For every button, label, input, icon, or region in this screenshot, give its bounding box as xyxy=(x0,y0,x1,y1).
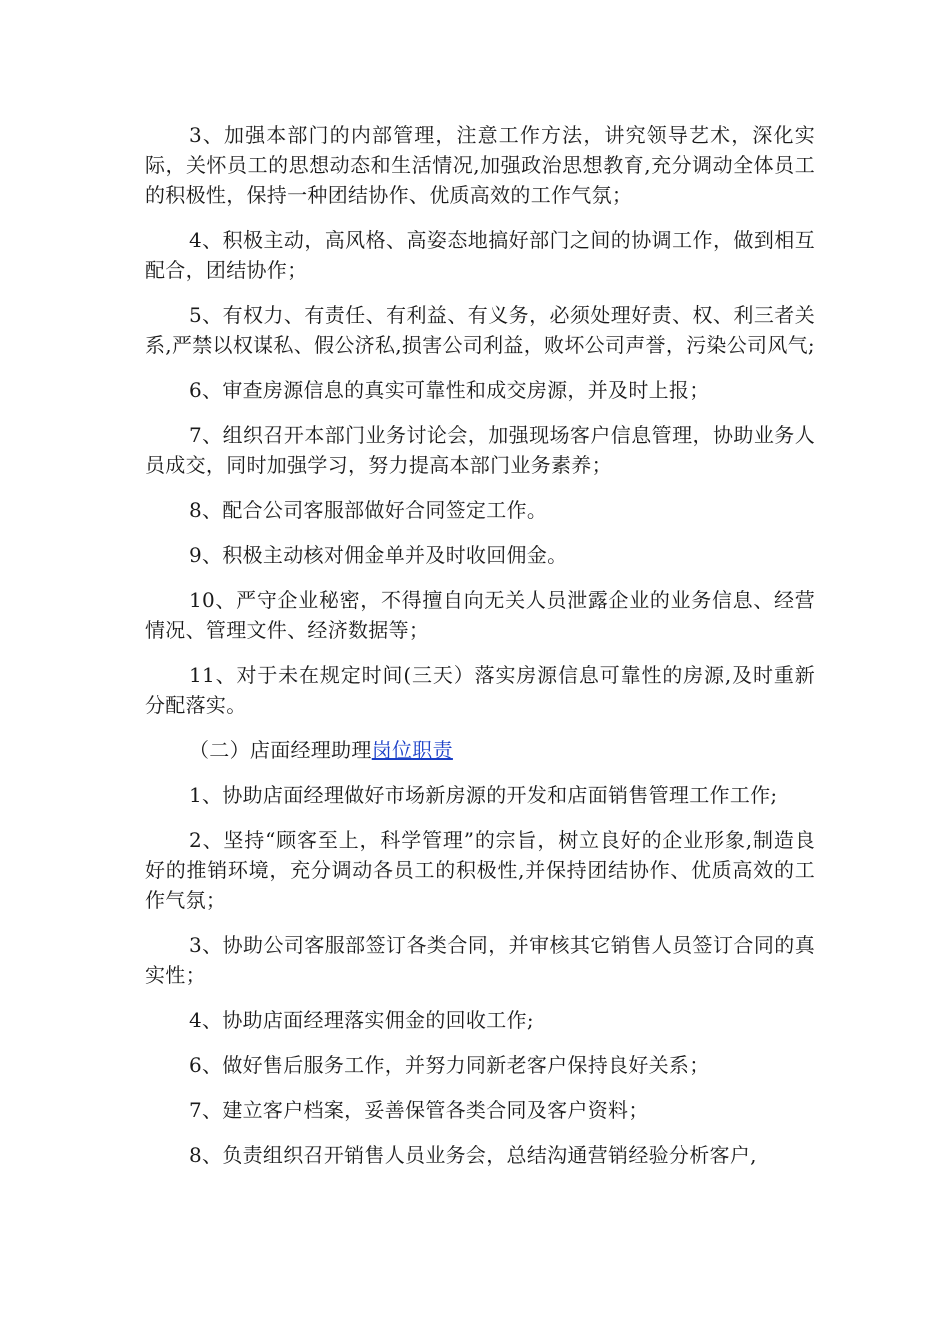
assistant-duty-item-3: 3、协助公司客服部签订各类合同，并审核其它销售人员签订合同的真实性； xyxy=(145,933,815,987)
assistant-duty-item-4: 4、协助店面经理落实佣金的回收工作; xyxy=(189,1008,534,1032)
section-heading xyxy=(145,735,815,765)
duty-item-4: 4、积极主动，高风格、高姿态地搞好部门之间的协调工作，做到相互配合，团结协作； xyxy=(145,228,815,282)
duty-item-6: 6、审查房源信息的真实可靠性和成交房源，并及时上报； xyxy=(189,378,710,402)
duty-item-8: 8、配合公司客服部做好合同签定工作。 xyxy=(189,498,548,522)
assistant-duty-item-7: 7、建立客户档案，妥善保管各类合同及客户资料； xyxy=(189,1098,649,1122)
job-duties-link[interactable]: 岗位职责 xyxy=(371,738,453,762)
assistant-duty-item-1: 1、协助店面经理做好市场新房源的开发和店面销售管理工作工作; xyxy=(189,783,778,807)
document-page xyxy=(145,120,815,1185)
duty-item-10: 10、严守企业秘密，不得擅自向无关人员泄露企业的业务信息、经营情况、管理文件、经济数据等； xyxy=(145,588,815,642)
assistant-duty-item-2: 2、坚持“顾客至上，科学管理”的宗旨，树立良好的企业形象,制造良好的推销环境，充分调动各员工的积极性,并保持团结协作、优质高效的工作气氛； xyxy=(145,828,815,912)
section-heading-text: （二）店面经理助理 xyxy=(189,738,372,762)
assistant-duty-item-6: 6、做好售后服务工作，并努力同新老客户保持良好关系； xyxy=(189,1053,710,1077)
duty-item-3: 3、加强本部门的内部管理，注意工作方法，讲究领导艺术，深化实际，关怀员工的思想动态和生活情况,加强政治思想教育,充分调动全体员工的积极性，保持一种团结协作、优质高效的工作气氛； xyxy=(145,123,815,207)
duty-item-9: 9、积极主动核对佣金单并及时收回佣金。 xyxy=(189,543,568,567)
duty-item-11: 11、对于未在规定时间(三天）落实房源信息可靠性的房源,及时重新分配落实。 xyxy=(145,663,815,717)
assistant-duty-item-8: 8、负责组织召开销售人员业务会，总结沟通营销经验分析客户, xyxy=(189,1143,757,1167)
duty-item-7: 7、组织召开本部门业务讨论会，加强现场客户信息管理，协助业务人员成交，同时加强学习，努力提高本部门业务素养； xyxy=(145,423,815,477)
duty-item-5: 5、有权力、有责任、有利益、有义务，必须处理好责、权、利三者关系,严禁以权谋私、假公济私,损害公司利益，败坏公司声誉，污染公司风气; xyxy=(145,303,815,357)
